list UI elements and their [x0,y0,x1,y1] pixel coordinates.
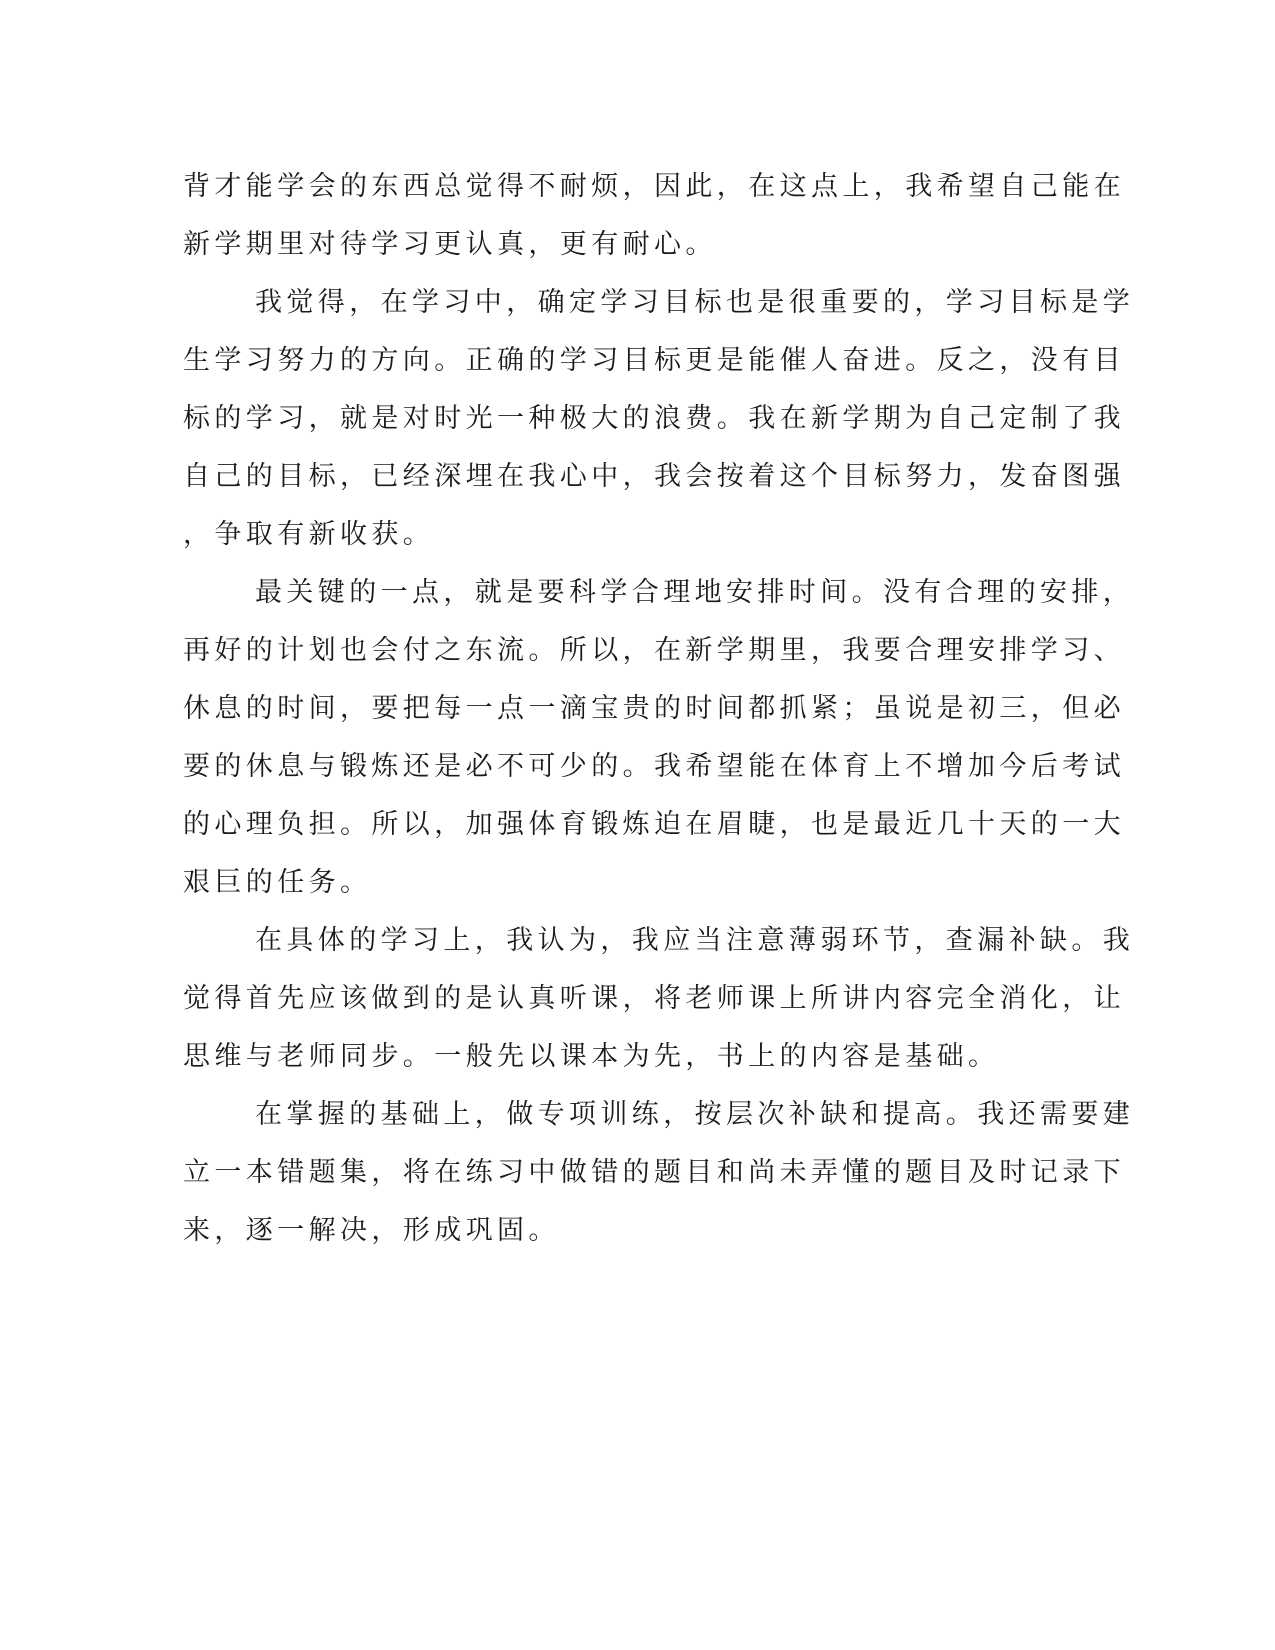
text-line: 艰巨的任务。 [183,867,372,898]
text-line: 自己的目标，已经深埋在我心中，我会按着这个目标努力，发奋图强 [183,461,1125,492]
text-line: 在具体的学习上，我认为，我应当注意薄弱环节，查漏补缺。我 [255,925,1135,956]
text-line: ，争取有新收获。 [183,519,435,550]
text-line: 觉得首先应该做到的是认真听课，将老师课上所讲内容完全消化，让 [183,983,1125,1014]
text-line: 最关键的一点，就是要科学合理地安排时间。没有合理的安排， [255,577,1135,608]
text-line: 来，逐一解决，形成巩固。 [183,1215,560,1246]
paragraph-3 [183,564,1135,912]
text-line: 新学期里对待学习更认真，更有耐心。 [183,229,717,260]
text-line: 标的学习，就是对时光一种极大的浪费。我在新学期为自己定制了我 [183,403,1125,434]
text-line: 休息的时间，要把每一点一滴宝贵的时间都抓紧；虽说是初三，但必 [183,693,1125,724]
paragraph-4 [183,912,1135,1086]
text-line: 我觉得，在学习中，确定学习目标也是很重要的，学习目标是学 [255,287,1135,318]
document-body [183,158,1135,1260]
paragraph-2 [183,274,1135,564]
paragraph-5 [183,1086,1135,1260]
text-line: 再好的计划也会付之东流。所以，在新学期里，我要合理安排学习、 [183,635,1125,666]
text-line: 背才能学会的东西总觉得不耐烦，因此，在这点上，我希望自己能在 [183,171,1125,202]
text-line: 思维与老师同步。一般先以课本为先，书上的内容是基础。 [183,1041,1000,1072]
text-line: 在掌握的基础上，做专项训练，按层次补缺和提高。我还需要建 [255,1099,1135,1130]
text-line: 生学习努力的方向。正确的学习目标更是能催人奋进。反之，没有目 [183,345,1125,376]
paragraph-1 [183,158,1125,274]
text-line: 的心理负担。所以，加强体育锻炼迫在眉睫，也是最近几十天的一大 [183,809,1125,840]
text-line: 要的休息与锻炼还是必不可少的。我希望能在体育上不增加今后考试 [183,751,1125,782]
text-line: 立一本错题集，将在练习中做错的题目和尚未弄懂的题目及时记录下 [183,1157,1125,1188]
